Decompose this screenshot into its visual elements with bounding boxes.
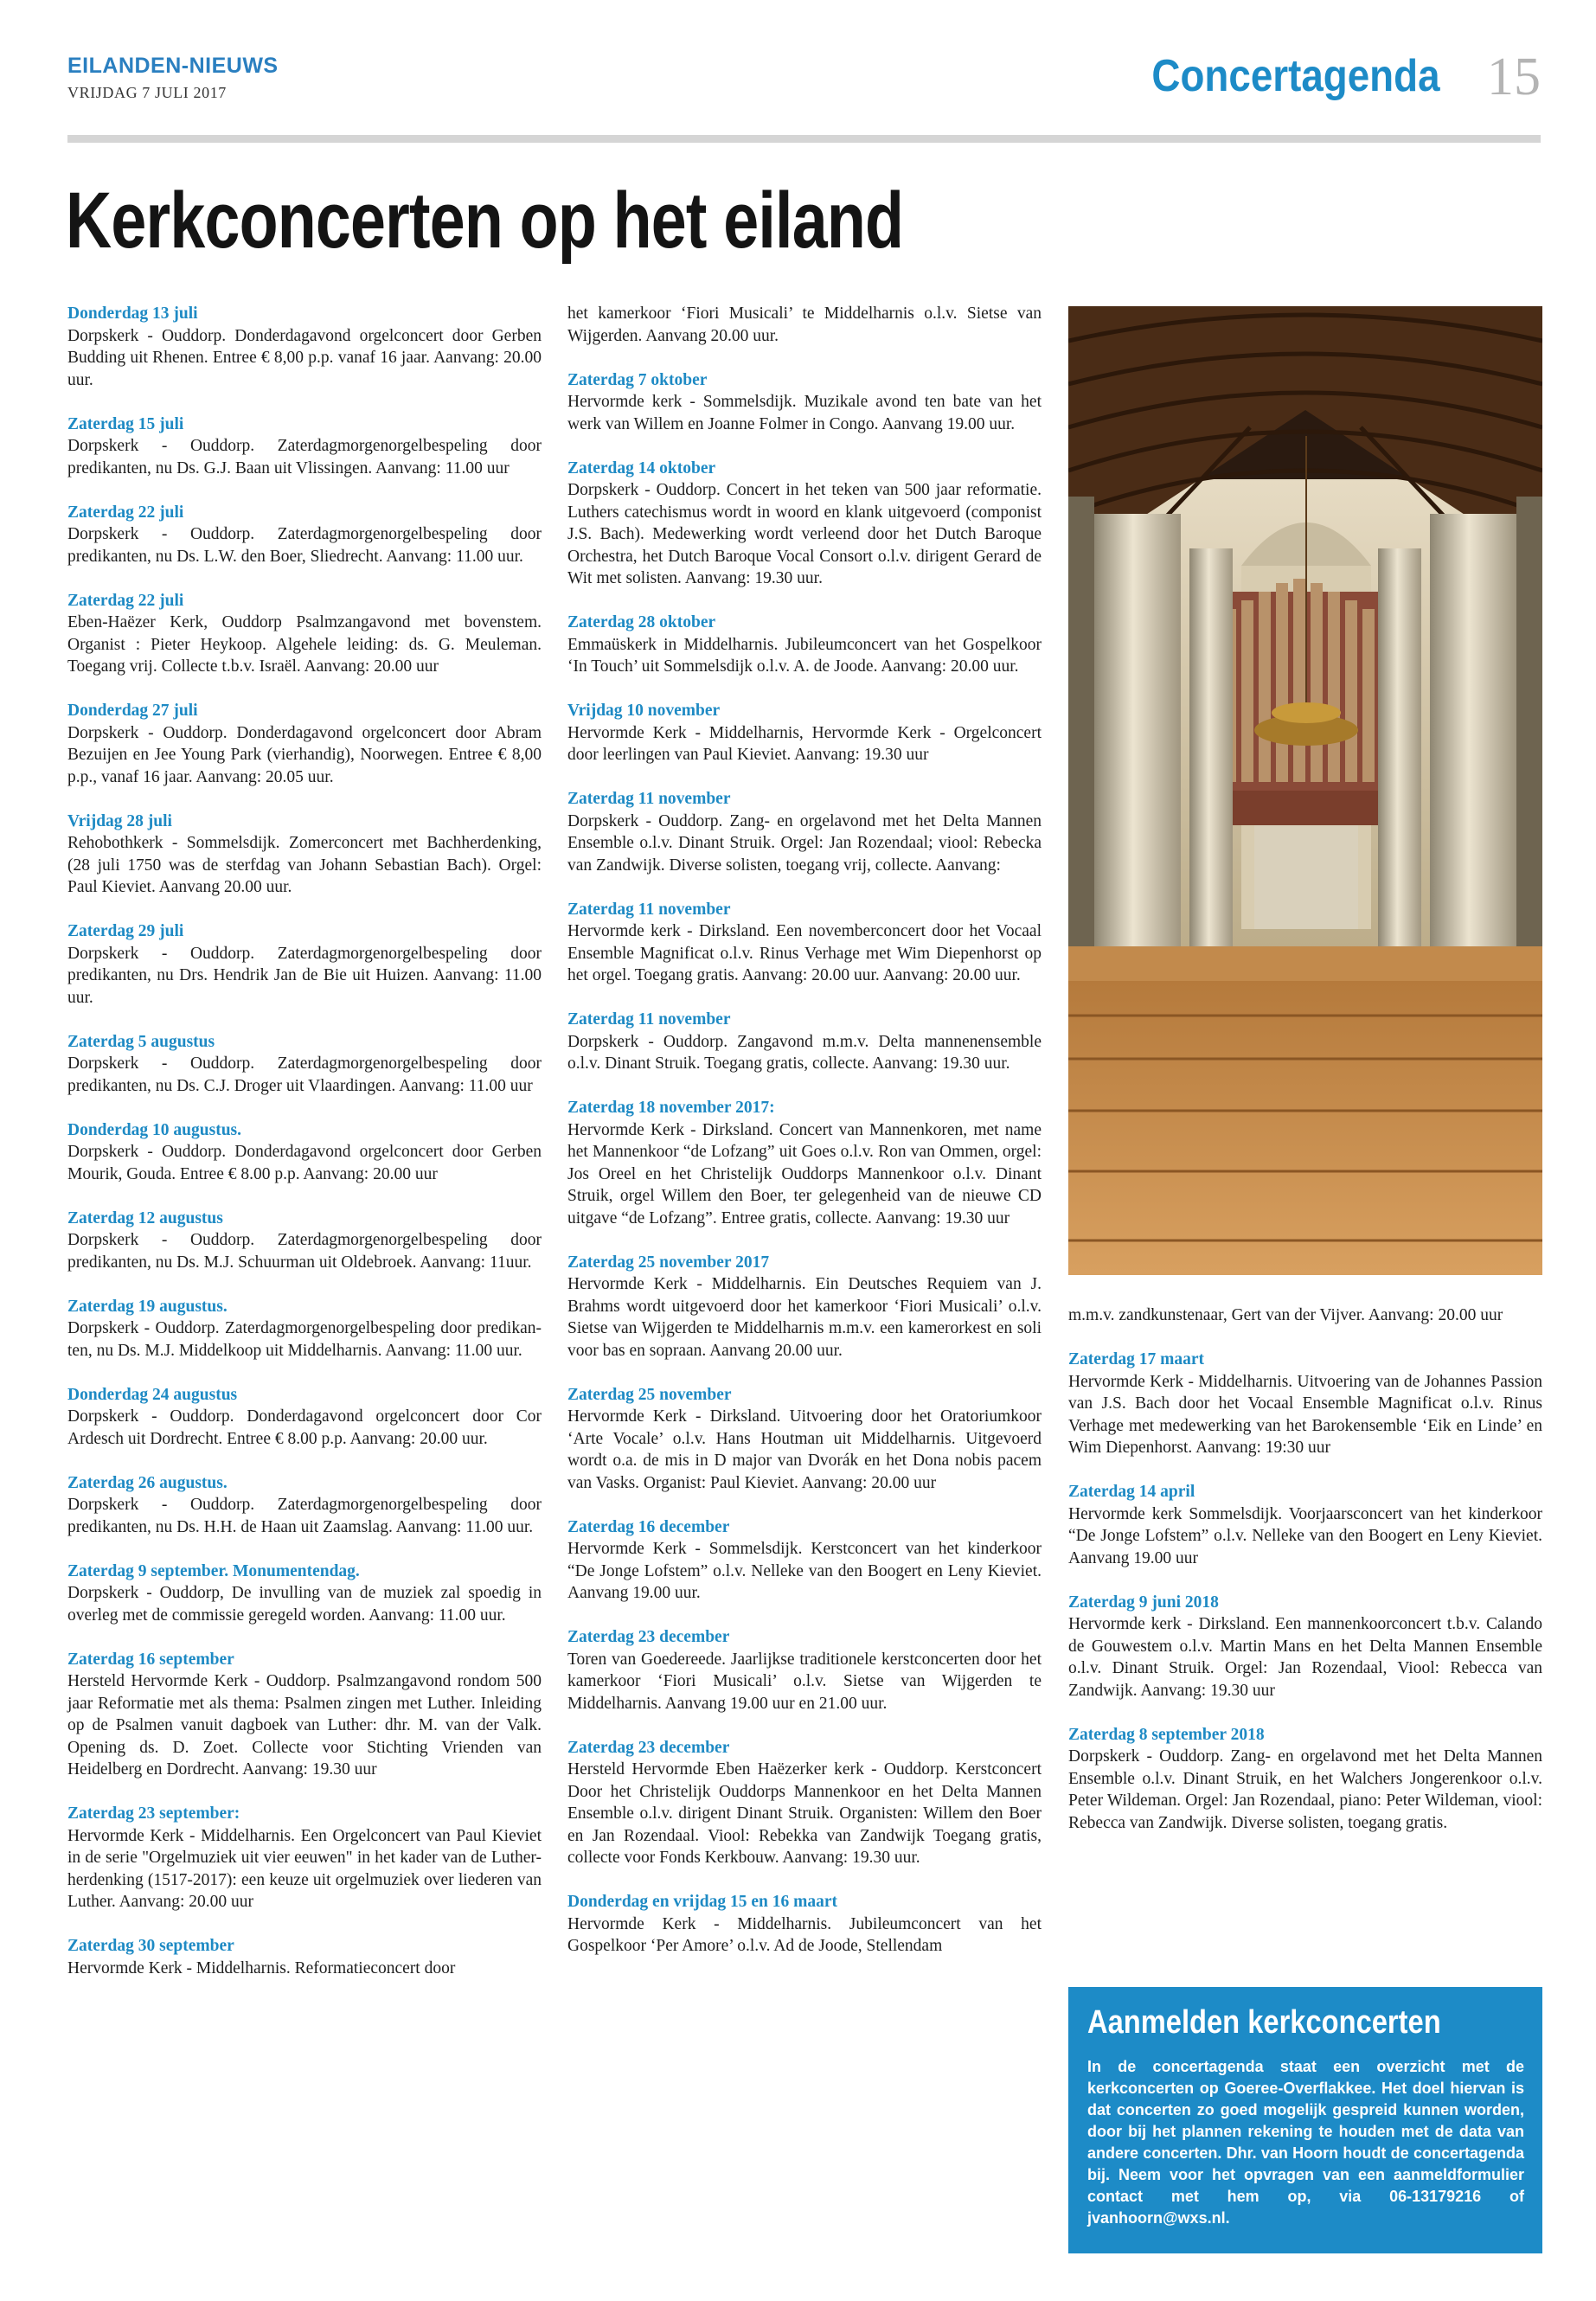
concert-description: Dorpskerk - Ouddorp. Zang- en orgelavond met het Delta Mannen Ensemble o.l.v. Dinant Struik. Orgel: Jan Rozendaal; viool: Rebecka van Zandwijk. Diverse solisten, toegang vrij, collecte. Aanvang: [567,811,1042,875]
concert-date: Zaterdag 14 april [1068,1483,1195,1501]
concert-entry [1068,1349,1542,1459]
concert-entry [67,1649,542,1781]
signup-title: Aanmelden kerkconcerten [1087,2004,1441,2041]
concert-date: Zaterdag 7 oktober [567,370,708,389]
concert-description: Hervormde Kerk - Middelharnis. Reformatieconcert door [67,1958,456,1977]
concert-date: Donderdag en vrijdag 15 en 16 maart [567,1893,837,1911]
concert-date: Zaterdag 16 december [567,1517,730,1536]
concert-entry [567,369,1042,436]
concert-description: Hervormde Kerk - Middelharnis. Uitvoering van de Johannes Passion van J.S. Bach door het Vocaal Ensemble Magnificat o.l.v. Rinus Verhage met medewerking van het Barokensemble ‘Eik en Linde’ en Wim Diepenhorst. Aanvang: 19:30 uur [1068,1372,1542,1457]
concert-description: Hersteld Hervormde Kerk - Ouddorp. Psalmzangavond rondom 500 jaar Reformatie met als thema: Psalmen zingen met Luther. Inleiding op de Psalmen vanuit dagboek van Luther: dhr. M. van der Valk. Opening ds. D. Zoet. Collecte voor Stichting Vrienden van Heidelberg en Dordrecht. Aanvang: 19.30 uur [67,1672,542,1779]
concert-date: Donderdag 10 augustus. [67,1120,242,1139]
concert-entry [67,811,542,899]
concert-description: Hervormde kerk Sommelsdijk. Voorjaarsconcert van het kinderkoor “De Jonge Lofstem” o.l.v. Nelleke van den Boogert en Leny Kieviet. Aanvang 19.00 uur [1068,1504,1542,1567]
concert-date: Zaterdag 26 augustus. [67,1473,228,1492]
concert-entry [67,502,542,568]
concert-entry [67,1031,542,1098]
concert-description: Emmaüskerk in Middelharnis. Jubileumconcert van het Gospelkoor ‘In Touch’ uit Sommelsdijk o.l.v. A. de Joode. Aanvang: 20.00 uur. [567,635,1042,676]
concert-description: Dorpskerk - Ouddorp. Concert in het teken van 500 jaar reformatie. Luthers catechismus wordt in woord en klank uitgevoerd (componist J.S. Bach). Medewerking wordt verleend door het Dutch Baroque Orchestra, het Dutch Baroque Vocal Consort o.l.v. dirigent Gerard de Wit met solisten. Aanvang: 19.30 uur. [567,481,1042,587]
concert-entry [567,899,1042,987]
concert-date: Zaterdag 22 juli [67,591,184,610]
concert-description: Dorpskerk - Ouddorp. Zaterdagmorgenorgelbespeling door predikan-ten, nu Ds. M.J. Middelkoop uit Middelharnis. Aanvang: 11.00 uur. [67,1319,542,1360]
concert-description: Hervormde Kerk - Middelharnis. Een Orgelconcert van Paul Kieviet in de serie "Orgelmuziek uit vier eeuwen" in het kader van de Luther-herdenking (1517-2017): een keuze uit orgelmuziek over liederen van Luther. Aanvang: 20.00 uur [67,1826,542,1911]
concert-date: Zaterdag 17 maart [1068,1350,1205,1368]
concert-entry [567,700,1042,766]
concert-date: Zaterdag 14 oktober [567,458,716,478]
concert-entry [1068,1481,1542,1569]
concert-description: Hervormde Kerk - Middelharnis. Ein Deutsches Requiem van J. Brahms wordt uitgevoerd door het kamerkoor ‘Fiori Musicali’ o.l.v. Sietse van Wijgerden te Middelharnis m.m.v. een kamerorkest en soli voor bas en sopraan. Aanvang 20.00 uur. [567,1275,1042,1360]
concert-date: Zaterdag 11 november [567,900,731,919]
agenda-column-1 [67,303,542,2002]
concert-description: Dorpskerk - Ouddorp. Zaterdagmorgenorgelbespeling door predikanten, nu Drs. Hendrik Jan de Bie uit Huizen. Aanvang: 11.00 uur. [67,944,542,1007]
concert-description: Dorpskerk - Ouddorp, De invulling van de muziek zal spoedig in overleg met de commissie geregeld worden. Aanvang: 11.00 uur. [67,1584,542,1625]
concert-entry [567,612,1042,678]
concert-entry [1068,1304,1542,1327]
concert-entry [67,920,542,1009]
concert-date: Zaterdag 25 november 2017 [567,1253,770,1272]
concert-description: Dorpskerk - Ouddorp. Donderdagavond orgelconcert door Abram Bezuijen en Jee Young Park (vierhandig), Noorwegen. Entree € 8,00 p.p., vanaf 16 jaar. Aanvang: 20.05 uur. [67,723,542,786]
concert-date: Zaterdag 25 november [567,1385,732,1404]
headline: Kerkconcerten op het eiland [66,176,904,265]
concert-description: Dorpskerk - Ouddorp. Zaterdagmorgenorgelbespeling door predikanten, nu Ds. G.J. Baan uit Vlissingen. Aanvang: 11.00 uur [67,437,542,478]
concert-description: Dorpskerk - Ouddorp. Zaterdagmorgenorgelbespeling door predikanten, nu Ds. L.W. den Boer, Sliedrecht. Aanvang: 11.00 uur. [67,525,542,566]
concert-description: Hervormde Kerk - Middelharnis. Jubileumconcert van het Gospelkoor ‘Per Amore’ o.l.v. Ad de Joode, Stellendam [567,1914,1042,1955]
concert-description: Dorpskerk - Ouddorp. Donderdagavond orgelconcert door Gerben Mourik, Gouda. Entree € 8.00 p.p. Aanvang: 20.00 uur [67,1143,542,1183]
concert-entry [67,303,542,391]
concert-entry [67,413,542,480]
concert-entry [67,1803,542,1913]
signup-box [1068,1987,1542,2253]
concert-date: Zaterdag 16 september [67,1650,234,1669]
concert-entry [567,1516,1042,1605]
concert-description: Hervormde Kerk - Dirksland. Concert van Mannenkoren, met name het Mannenkoor “de Lofzang” uit Goes o.l.v. Ron van Ommen, orgel: Jos Oreel en het Christelijk Ouddorps Mannenkoor o.l.v. Dinant Struik, orgel Willem den Boer, ter gelegenheid van de nieuwe CD uitgave “de Lofzang”. Entree gratis, collecte. Aanvang: 19.30 uur [567,1120,1042,1227]
church-interior-photo [1068,306,1542,1275]
concert-entry [1068,1592,1542,1702]
concert-description: Dorpskerk - Ouddorp. Donderdagavond orgelconcert door Cor Ardesch uit Dordrecht. Entree € 8.00 p.p. Aanvang: 20.00 uur. [67,1407,542,1448]
concert-entry [67,1561,542,1627]
concert-date: Zaterdag 30 september [67,1937,234,1955]
concert-entry [67,1472,542,1539]
concert-date: Zaterdag 18 november 2017: [567,1099,775,1117]
concert-date: Vrijdag 10 november [567,702,721,720]
concert-description: Dorpskerk - Ouddorp. Zaterdagmorgenorgelbespeling door predikanten, nu Ds. M.J. Schuurman uit Oldebroek. Aanvang: 11uur. [67,1231,542,1272]
concert-entry [567,1252,1042,1362]
concert-entry [67,1119,542,1186]
concert-entry [67,1296,542,1362]
concert-description: Hervormde Kerk - Dirksland. Uitvoering door het Oratoriumkoor ‘Arte Vocale’ o.l.v. Hans Houtman uit Middelharnis. Uitgevoerd wordt o.a. de mis in D major van Dvorák en het Dona nobis pacem van Vasks. Organist: Paul Kieviet. Aanvang: 20.00 uur [567,1407,1042,1492]
concert-entry [67,1208,542,1274]
concert-description: Hervormde Kerk - Sommelsdijk. Kerstconcert van het kinderkoor “De Jonge Lofstem” o.l.v. Nelleke van den Boogert en Leny Kieviet. Aanvang 19.00 uur. [567,1540,1042,1602]
section-title: Concertagenda [1151,51,1440,101]
top-rule [67,135,1541,143]
concert-date: Donderdag 27 juli [67,702,198,720]
concert-entry [67,700,542,788]
concert-description: Rehobothkerk - Sommelsdijk. Zomerconcert met Bachherdenking, (28 juli 1750 was de sterfdag van Johann Sebastian Bach). Orgel: Paul Kieviet. Aanvang 20.00 uur. [67,834,542,896]
concert-description: m.m.v. zandkunstenaar, Gert van der Vijver. Aanvang: 20.00 uur [1068,1306,1503,1324]
concert-description: Dorpskerk - Ouddorp. Zang- en orgelavond met het Delta Mannen Ensemble o.l.v. Dinant Struik, en het Walchers Jongerenkoor o.l.v. Peter Wildeman. Orgel: Jan Rozendaal, piano: Peter Wildeman, viool: Rebecca van Zandwijk. Diverse solisten, toegang gratis. [1068,1747,1542,1832]
concert-date: Zaterdag 22 juli [67,503,184,522]
concert-entry [67,590,542,678]
concert-entry [1068,1724,1542,1835]
concert-entry [567,1626,1042,1715]
concert-entry [567,303,1042,347]
concert-date: Zaterdag 12 augustus [67,1208,223,1227]
agenda-column-3 [1068,1304,1542,1856]
concert-date: Zaterdag 19 augustus. [67,1297,228,1316]
concert-date: Donderdag 13 juli [67,304,198,323]
concert-description: Dorpskerk - Ouddorp. Donderdagavond orgelconcert door Gerben Budding uit Rhenen. Entree € 8,00 p.p. vanaf 16 jaar. Aanvang: 20.00 uur. [67,326,542,389]
concert-description: Dorpskerk - Ouddorp. Zangavond m.m.v. Delta mannenensemble o.l.v. Dinant Struik. Toegang gratis, collecte. Aanvang: 19.30 uur. [567,1032,1042,1073]
concert-entry [567,1097,1042,1229]
concert-entry [67,1384,542,1451]
concert-description: Hervormde Kerk - Middelharnis, Hervormde Kerk - Orgelconcert door leerlingen van Paul Kieviet. Aanvang: 19.30 uur [567,723,1042,764]
concert-entry [567,1891,1042,1958]
concert-entry [67,1935,542,1979]
concert-description: Toren van Goedereede. Jaarlijkse traditionele kerstconcerten door het kamerkoor ‘Fiori Musicali’ o.l.v. Sietse van Wijgerden te Middelharnis. Aanvang 19.00 uur en 21.00 uur. [567,1650,1042,1713]
concert-description: Eben-Haëzer Kerk, Ouddorp Psalmzangavond met bovenstem. Organist : Pieter Heykoop. Algehele leiding: ds. G. Meuleman. Toegang vrij. Collecte t.b.v. Israël. Aanvang: 20.00 uur [67,613,542,676]
concert-date: Donderdag 24 augustus [67,1385,238,1404]
concert-date: Zaterdag 9 juni 2018 [1068,1593,1219,1612]
concert-entry [567,788,1042,876]
concert-date: Zaterdag 28 oktober [567,613,716,631]
concert-date: Zaterdag 5 augustus [67,1032,215,1051]
concert-description: Hervormde kerk - Dirksland. Een novemberconcert door het Vocaal Ensemble Magnificat o.l.v. Rinus Verhage met Wim Diepenhorst op het orgel. Toegang gratis. Aanvang: 20.00 uur. Aanvang: 20.00 uur. [567,922,1042,984]
concert-entry [567,1737,1042,1869]
concert-description: Dorpskerk - Ouddorp. Zaterdagmorgenorgelbespeling door predikanten, nu Ds. C.J. Droger uit Vlaardingen. Aanvang: 11.00 uur [67,1054,542,1095]
concert-date: Zaterdag 11 november [567,790,731,808]
masthead-logo: EILANDEN-NIEUWS [67,54,279,78]
concert-entry [567,1009,1042,1075]
concert-description: het kamerkoor ‘Fiori Musicali’ te Middelharnis o.l.v. Sietse van Wijgerden. Aanvang 20.00 uur. [567,304,1042,345]
concert-date: Zaterdag 9 september. Monumentendag. [67,1561,360,1580]
concert-description: Hervormde kerk - Dirksland. Een mannenkoorconcert t.b.v. Calando de Gouwestem o.l.v. Martin Mans en het Delta Mannen Ensemble o.l.v. Dinant Struik. Orgel: Jan Rozendaal, Viool: Rebecca van Zandwijk. Aanvang: 19.30 uur [1068,1615,1542,1700]
concert-date: Zaterdag 23 september: [67,1804,240,1823]
concert-entry [567,458,1042,590]
concert-date: Zaterdag 23 december [567,1738,730,1757]
concert-date: Zaterdag 23 december [567,1628,730,1646]
concert-description: Hervormde kerk - Sommelsdijk. Muzikale avond ten bate van het werk van Willem en Joanne Folmer in Congo. Aanvang 19.00 uur. [567,393,1042,433]
issue-date: VRIJDAG 7 JULI 2017 [67,84,227,101]
concert-date: Vrijdag 28 juli [67,811,172,830]
page-number: 15 [1487,48,1541,106]
concert-entry [567,1384,1042,1495]
concert-date: Zaterdag 15 juli [67,414,184,433]
concert-date: Zaterdag 29 juli [67,922,184,940]
concert-date: Zaterdag 8 september 2018 [1068,1725,1265,1744]
concert-description: Dorpskerk - Ouddorp. Zaterdagmorgenorgelbespeling door predikanten, nu Ds. H.H. de Haan uit Zaamslag. Aanvang: 11.00 uur. [67,1496,542,1536]
agenda-column-2 [567,303,1042,1979]
signup-text: In de concertagenda staat een overzicht met de kerkconcerten op Goeree-Overflakkee. Het doel hiervan is dat concerten zo goed mogelijk gespreid kunnen worden, door bij het plannen rekening te houden met de data van andere concerten. Dhr. van Hoorn houdt de concertagenda bij. Neem voor het opvragen van een aanmeldformulier contact met hem op, via 06-13179216 of jvanhoorn@wxs.nl. [1087,2058,1524,2227]
concert-date: Zaterdag 11 november [567,1010,731,1029]
concert-description: Hersteld Hervormde Eben Haëzerker kerk - Ouddorp. Kerstconcert Door het Christelijk Ouddorps Mannenkoor en het Delta Mannen Ensemble o.l.v. dirigent Dinant Struik. Organisten: Willem den Boer en Jan Rozendaal. Viool: Rebekka van Zandwijk Toegang gratis, collecte voor Fonds Kerkbouw. Aanvang: 19.30 uur. [567,1760,1042,1867]
